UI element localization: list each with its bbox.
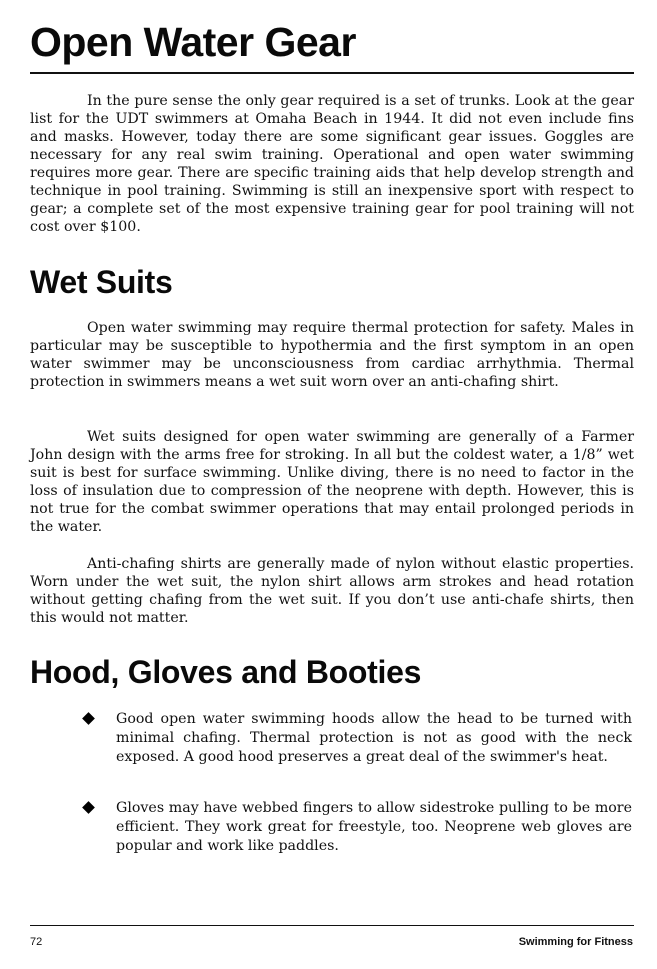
wet-suits-heading: Wet Suits bbox=[30, 264, 173, 300]
intro-paragraph: In the pure sense the only gear required is a set of trunks. Look at the gear list for the UDT swimmers at Omaha Beach in 1944. It did not even include fins and masks. However, today there are some significant gear issues. Goggles are necessary for any real swim training. Operational and open water swimming requires more gear. There are specific training aids that help develop strength and technique in pool training. Swimming is still an inexpensive sport with respect to gear; a complete set of the most expensive training gear for pool training will not cost over $100. bbox=[30, 93, 634, 235]
diamond-bullet-icon bbox=[82, 712, 95, 725]
footer-divider bbox=[30, 925, 634, 926]
diamond-bullet-icon bbox=[82, 801, 95, 814]
wet-suits-paragraph-3: Anti-chafing shirts are generally made of nylon without elastic properties. Worn under the wet suit, the nylon shirt allows arm strokes and head rotation without getting chafing from the wet suit. If you don’t use anti-chafe shirts, then this would not matter. bbox=[30, 556, 634, 626]
wet-suits-paragraph-2: Wet suits designed for open water swimming are generally of a Farmer John design with the arms free for stroking. In all but the coldest water, a 1/8” wet suit is best for surface swimming. Unlike diving, there is no need to factor in the loss of insulation due to compression of the neoprene with depth. However, this is not true for the combat swimmer operations that may entail prolonged periods in the water. bbox=[30, 429, 634, 535]
bullet-text: Gloves may have webbed fingers to allow sidestroke pulling to be more efficient. They work great for freestyle, too. Neoprene web gloves are popular and work like paddles. bbox=[116, 800, 632, 854]
page-number: 72 bbox=[30, 936, 43, 948]
book-title: Swimming for Fitness bbox=[518, 936, 633, 948]
page-title: Open Water Gear bbox=[30, 19, 356, 65]
bullet-text: Good open water swimming hoods allow the head to be turned with minimal chafing. Thermal protection is not as good with the neck exposed. A good hood preserves a great deal of the swimmer's heat. bbox=[116, 711, 632, 765]
hood-gloves-booties-heading: Hood, Gloves and Booties bbox=[30, 654, 422, 690]
wet-suits-paragraph-1: Open water swimming may require thermal protection for safety. Males in particular may be susceptible to hypothermia and the first symptom in an open water swimmer may be unconsciousness from cardiac arrhythmia. Thermal protection in swimmers means a wet suit worn over an anti-chafing shirt. bbox=[30, 320, 634, 390]
title-divider bbox=[30, 72, 634, 74]
